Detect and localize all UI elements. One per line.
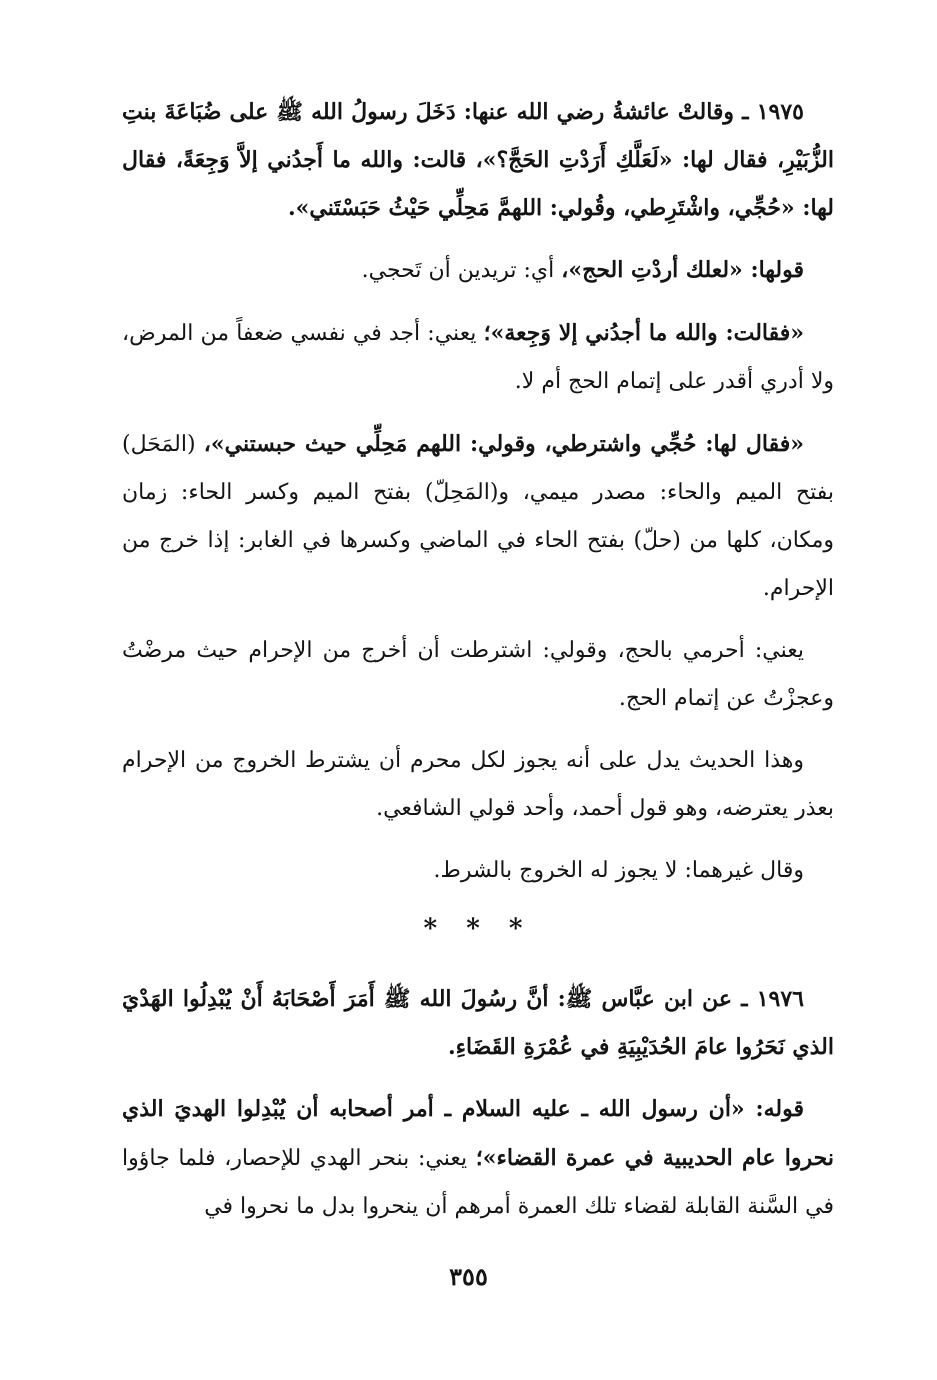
commentary-paragraph <box>122 1085 834 1231</box>
commentary-text: يعني: بنحر الهدي للإحصار، فلما جاؤوا في السَّنة القابلة لقضاء تلك العمرة أمرهم أن ينحروا بدل ما نحروا في <box>122 1146 834 1219</box>
hadith-1976 <box>122 975 834 1071</box>
page-number: ٣٥٥ <box>449 1262 488 1291</box>
hadith-1975-text: ١٩٧٥ ـ وقالتْ عائشةُ رضي الله عنها: دَخَلَ رسولُ الله ﷺ على ضُبَاعَةَ بنتِ الزُّبَيْرِ، فقال لها: «لَعَلَّكِ أَرَدْتِ الحَجَّ؟»، قالت: والله ما أَجدُني إلاَّ وَجِعَةً، فقال لها: «حُجِّي، واشْتَرِطي، وقُولي: اللهمَّ مَحِلِّي حَيْثُ حَبَسْتَني». <box>122 99 834 221</box>
commentary-text: أي: تريدين أن تَحجي. <box>361 258 562 283</box>
commentary-quote: قوله: «أن رسول الله ـ عليه السلام ـ أمر أصحابه أن يُبْدِلوا الهديَ الذي نحروا عام الحديبية في عمرة القضاء»؛ <box>122 1096 835 1171</box>
commentary-paragraph <box>122 737 834 833</box>
commentary-text: (المَحَل) بفتح الميم والحاء: مصدر ميمي، و(المَحِلّ) بفتح الميم وكسر الحاء: زمان ومكان، كلها من (حلّ) بفتح الحاء في الماضي وكسرها في الغابر: إذا خرج من الإحرام. <box>122 432 834 601</box>
commentary-quote: قولها: «لعلك أردْتِ الحج»، <box>561 257 804 283</box>
commentary-quote: «فقال لها: حُجِّي واشترطي، وقولي: اللهم مَحِلِّي حيث حبستني»، <box>203 431 804 457</box>
commentary-text: وقال غيرهما: لا يجوز له الخروج بالشرط. <box>433 858 804 883</box>
commentary-text: يعني: أحرمي بالحج، وقولي: اشترطت أن أخرج من الإحرام حيث مرضْتُ وعجزْتُ عن إتمام الحج. <box>122 638 834 711</box>
section-separator: * * * <box>423 914 533 944</box>
commentary-text: يعني: أجد في نفسي ضعفاً من المرض، ولا أدري أقدر على إتمام الحج أم لا. <box>122 321 834 394</box>
commentary-paragraph <box>122 309 834 406</box>
commentary-text: وهذا الحديث يدل على أنه يجوز لكل محرم أن يشترط الخروج من الإحرام بعذر يعترضه، وهو قول أحمد، وأحد قولي الشافعي. <box>122 748 834 821</box>
commentary-paragraph <box>122 246 834 295</box>
commentary-paragraph <box>122 627 834 723</box>
commentary-quote: «فقالت: والله ما أجدُني إلا وَجِعة»؛ <box>483 320 804 346</box>
page-content <box>122 88 834 1245</box>
hadith-1976-text: ١٩٧٦ ـ عن ابن عبَّاس ﷺ: أنَّ رسُولَ الله ﷺ أَمَرَ أَصْحَابَهُ أَنْ يُبْدِلُوا الهَدْيَ الذي نَحَرُوا عامَ الحُدَيْبِيَةِ في عُمْرَةِ القَضَاءِ. <box>122 986 834 1060</box>
hadith-1975 <box>122 88 834 232</box>
commentary-paragraph <box>122 847 834 895</box>
commentary-paragraph <box>122 420 834 613</box>
